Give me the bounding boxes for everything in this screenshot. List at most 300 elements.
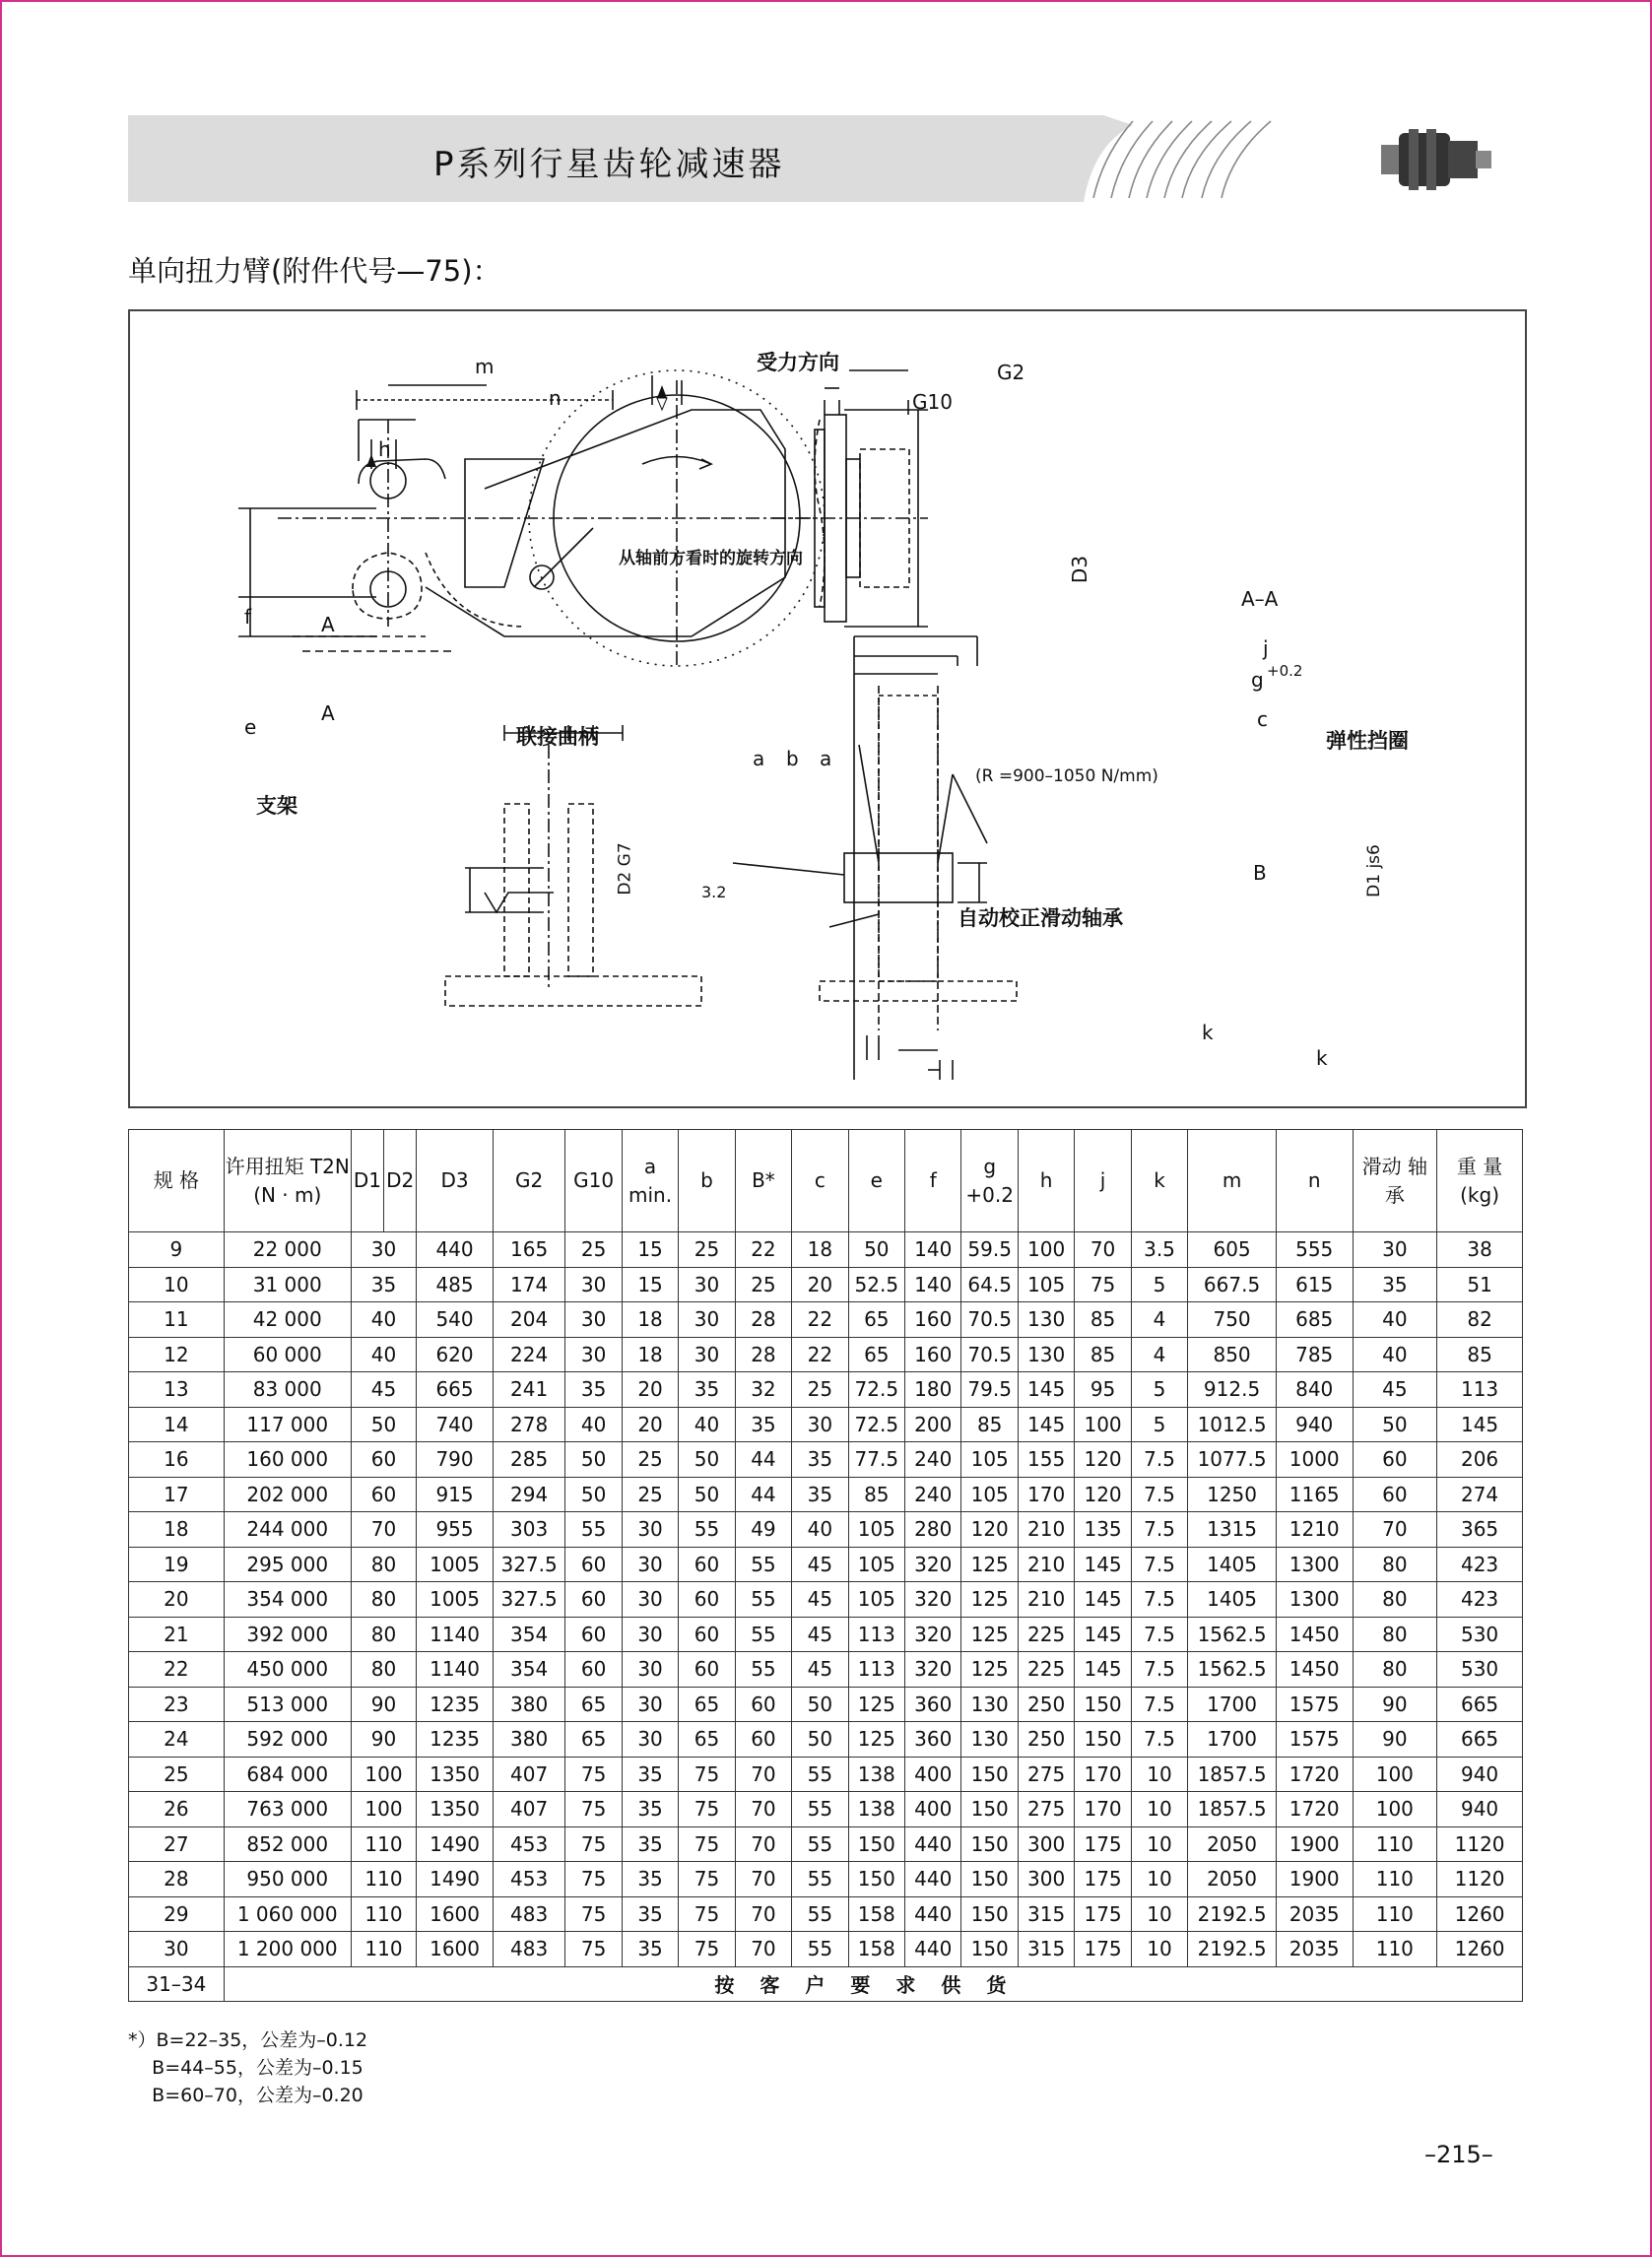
table-cell: 25 (679, 1232, 735, 1268)
table-cell: 200 (905, 1407, 961, 1442)
table-cell: 55 (792, 1826, 848, 1862)
table-cell: 320 (905, 1617, 961, 1652)
table-cell: 1405 (1188, 1582, 1277, 1618)
table-cell: 1120 (1437, 1862, 1523, 1897)
table-row (129, 1617, 1523, 1652)
table-cell: 1490 (417, 1826, 494, 1862)
table-cell: 75 (565, 1932, 622, 1967)
dim-a-right: a (820, 747, 832, 770)
table-cell: 18 (622, 1302, 678, 1338)
table-cell: 2192.5 (1188, 1932, 1277, 1967)
table-cell: 40 (565, 1407, 622, 1442)
table-cell: 110 (1353, 1826, 1437, 1862)
table-row-last (129, 1966, 1523, 2002)
table-cell: 1235 (417, 1722, 494, 1758)
col-header: D2 (384, 1130, 417, 1232)
table-cell: 75 (565, 1862, 622, 1897)
table-cell: 158 (848, 1932, 904, 1967)
table-cell: 60 (351, 1477, 417, 1512)
table-cell: 30 (679, 1267, 735, 1302)
table-cell: 483 (493, 1896, 565, 1932)
table-cell: 483 (493, 1932, 565, 1967)
table-cell: 40 (1353, 1302, 1437, 1338)
col-header: j (1075, 1130, 1131, 1232)
table-cell: 360 (905, 1687, 961, 1722)
table-cell: 170 (1018, 1477, 1074, 1512)
table-cell: 620 (417, 1337, 494, 1372)
table-cell: 274 (1437, 1477, 1523, 1512)
table-cell: 22 000 (224, 1232, 351, 1268)
table-cell: 60 (735, 1687, 791, 1722)
table-cell: 530 (1437, 1652, 1523, 1688)
table-cell: 240 (905, 1442, 961, 1478)
table-row (129, 1407, 1523, 1442)
table-cell: 12 (129, 1337, 225, 1372)
table-cell: 60 (679, 1547, 735, 1582)
table-cell: 2050 (1188, 1862, 1277, 1897)
table-cell: 140 (905, 1267, 961, 1302)
table-cell: 175 (1075, 1826, 1131, 1862)
table-cell: 22 (792, 1337, 848, 1372)
table-cell: 1490 (417, 1862, 494, 1897)
table-cell: 440 (905, 1862, 961, 1897)
table-cell-note: 按客户要求供货 (224, 1966, 1522, 2002)
table-cell: 60 (679, 1582, 735, 1618)
table-cell: 40 (351, 1337, 417, 1372)
table-cell: 100 (351, 1757, 417, 1792)
table-cell: 75 (565, 1826, 622, 1862)
table-cell: 65 (565, 1722, 622, 1758)
table-cell: 9 (129, 1232, 225, 1268)
table-cell: 65 (679, 1722, 735, 1758)
table-cell: 45 (792, 1652, 848, 1688)
table-cell: 110 (1353, 1896, 1437, 1932)
table-cell: 7.5 (1131, 1652, 1187, 1688)
table-cell: 29 (129, 1896, 225, 1932)
table-cell: 50 (792, 1722, 848, 1758)
table-cell: 105 (1018, 1267, 1074, 1302)
table-cell: 65 (848, 1337, 904, 1372)
page-number: –215– (1424, 2141, 1493, 2168)
table-cell: 125 (961, 1617, 1018, 1652)
table-cell: 145 (1075, 1547, 1131, 1582)
table-cell: 912.5 (1188, 1372, 1277, 1408)
table-cell: 150 (848, 1862, 904, 1897)
table-cell: 145 (1075, 1582, 1131, 1618)
table-cell: 50 (848, 1232, 904, 1268)
table-cell: 160 000 (224, 1442, 351, 1478)
table-cell: 80 (351, 1617, 417, 1652)
table-cell: 20 (622, 1407, 678, 1442)
table-cell: 18 (129, 1512, 225, 1548)
table-cell: 80 (351, 1652, 417, 1688)
table-cell: 75 (1075, 1267, 1131, 1302)
table-cell: 1260 (1437, 1932, 1523, 1967)
table-cell: 64.5 (961, 1267, 1018, 1302)
table-cell: 35 (351, 1267, 417, 1302)
table-cell: 70 (735, 1862, 791, 1897)
table-cell: 4 (1131, 1337, 1187, 1372)
col-header: D1 (351, 1130, 383, 1232)
table-cell: 42 000 (224, 1302, 351, 1338)
table-cell: 30 (622, 1617, 678, 1652)
table-cell: 100 (1353, 1792, 1437, 1827)
table-cell: 125 (961, 1547, 1018, 1582)
table-cell: 440 (905, 1896, 961, 1932)
table-cell: 315 (1018, 1932, 1074, 1967)
col-header: n (1276, 1130, 1353, 1232)
table-cell: 60 (1353, 1477, 1437, 1512)
table-cell: 22 (129, 1652, 225, 1688)
table-cell: 35 (565, 1372, 622, 1408)
table-cell: 90 (351, 1687, 417, 1722)
table-cell: 80 (1353, 1652, 1437, 1688)
table-cell: 150 (961, 1826, 1018, 1862)
table-cell: 1165 (1276, 1477, 1353, 1512)
table-cell: 1575 (1276, 1722, 1353, 1758)
table-row (129, 1372, 1523, 1408)
table-cell: 1600 (417, 1932, 494, 1967)
table-row (129, 1757, 1523, 1792)
table-header-row (129, 1130, 1523, 1232)
table-cell: 80 (1353, 1547, 1437, 1582)
table-cell: 85 (848, 1477, 904, 1512)
table-cell: 50 (679, 1442, 735, 1478)
table-row (129, 1582, 1523, 1618)
table-cell: 72.5 (848, 1407, 904, 1442)
table-cell: 113 (1437, 1372, 1523, 1408)
table-cell: 45 (792, 1547, 848, 1582)
table-cell: 1562.5 (1188, 1652, 1277, 1688)
table-cell: 915 (417, 1477, 494, 1512)
table-cell: 450 000 (224, 1652, 351, 1688)
table-cell: 320 (905, 1652, 961, 1688)
table-cell: 10 (1131, 1757, 1187, 1792)
table-cell: 940 (1437, 1792, 1523, 1827)
table-cell: 1405 (1188, 1547, 1277, 1582)
table-cell: 1600 (417, 1896, 494, 1932)
table-cell: 27 (129, 1826, 225, 1862)
table-cell: 70 (735, 1826, 791, 1862)
table-cell: 5 (1131, 1407, 1187, 1442)
table-cell: 940 (1276, 1407, 1353, 1442)
table-cell: 150 (961, 1757, 1018, 1792)
table-cell: 82 (1437, 1302, 1523, 1338)
dim-j: j (1263, 636, 1269, 660)
table-cell: 365 (1437, 1512, 1523, 1548)
table-cell: 120 (1075, 1442, 1131, 1478)
col-header: G2 (493, 1130, 565, 1232)
table-cell: 50 (679, 1477, 735, 1512)
dim-k-right: k (1316, 1046, 1328, 1070)
table-cell: 135 (1075, 1512, 1131, 1548)
table-cell: 20 (129, 1582, 225, 1618)
gearbox-illustration (1064, 115, 1527, 202)
table-cell: 83 000 (224, 1372, 351, 1408)
table-cell: 294 (493, 1477, 565, 1512)
table-row (129, 1652, 1523, 1688)
table-cell: 250 (1018, 1722, 1074, 1758)
table-cell: 354 (493, 1617, 565, 1652)
dim-g-tolerance: +0.2 (1267, 662, 1303, 680)
table-cell: 1012.5 (1188, 1407, 1277, 1442)
table-cell: 540 (417, 1302, 494, 1338)
col-header: h (1018, 1130, 1074, 1232)
table-cell: 605 (1188, 1232, 1277, 1268)
table-cell: 75 (679, 1862, 735, 1897)
table-cell: 59.5 (961, 1232, 1018, 1268)
table-cell: 113 (848, 1652, 904, 1688)
header-title: P系列行星齿轮减速器 (433, 145, 785, 184)
table-cell: 31–34 (129, 1966, 225, 2002)
table-cell: 125 (848, 1722, 904, 1758)
dim-section-a-upper: A (321, 613, 335, 636)
table-cell: 440 (905, 1932, 961, 1967)
table-cell: 60 (565, 1617, 622, 1652)
table-cell: 40 (1353, 1337, 1437, 1372)
table-cell: 20 (792, 1267, 848, 1302)
table-cell: 244 000 (224, 1512, 351, 1548)
table-cell: 55 (735, 1547, 791, 1582)
table-cell: 72.5 (848, 1372, 904, 1408)
table-cell: 1250 (1188, 1477, 1277, 1512)
table-row (129, 1267, 1523, 1302)
dim-b-bearing: B (1253, 861, 1267, 885)
table-cell: 30 (565, 1337, 622, 1372)
table-cell: 25 (129, 1757, 225, 1792)
table-cell: 423 (1437, 1582, 1523, 1618)
table-cell: 117 000 (224, 1407, 351, 1442)
col-header: a min. (622, 1130, 678, 1232)
table-cell: 667.5 (1188, 1267, 1277, 1302)
table-cell: 40 (679, 1407, 735, 1442)
table-cell: 55 (792, 1862, 848, 1897)
table-cell: 145 (1075, 1617, 1131, 1652)
table-cell: 145 (1075, 1652, 1131, 1688)
table-cell: 45 (792, 1617, 848, 1652)
table-cell: 31 000 (224, 1267, 351, 1302)
table-cell: 35 (622, 1792, 678, 1827)
table-cell: 180 (905, 1372, 961, 1408)
table-row (129, 1826, 1523, 1862)
table-cell: 5 (1131, 1267, 1187, 1302)
table-cell: 1720 (1276, 1757, 1353, 1792)
footnote-line: B=44–55，公差为–0.15 (128, 2057, 363, 2079)
table-cell: 85 (961, 1407, 1018, 1442)
table-cell: 51 (1437, 1267, 1523, 1302)
table-cell: 55 (735, 1617, 791, 1652)
table-cell: 150 (1075, 1722, 1131, 1758)
table-cell: 130 (1018, 1337, 1074, 1372)
table-row (129, 1932, 1523, 1967)
table-cell: 250 (1018, 1687, 1074, 1722)
table-cell: 7.5 (1131, 1582, 1187, 1618)
label-crank: 联接曲柄 (516, 724, 599, 749)
table-cell: 170 (1075, 1792, 1131, 1827)
table-row (129, 1232, 1523, 1268)
table-cell: 49 (735, 1512, 791, 1548)
table-cell: 14 (129, 1407, 225, 1442)
table-cell: 1120 (1437, 1826, 1523, 1862)
table-cell: 130 (961, 1687, 1018, 1722)
table-cell: 10 (1131, 1826, 1187, 1862)
table-cell: 1315 (1188, 1512, 1277, 1548)
table-cell: 1 200 000 (224, 1932, 351, 1967)
table-cell: 55 (679, 1512, 735, 1548)
table-row (129, 1687, 1523, 1722)
dim-b: b (786, 747, 799, 770)
table-cell: 1350 (417, 1757, 494, 1792)
table-cell: 1450 (1276, 1652, 1353, 1688)
table-cell: 55 (735, 1582, 791, 1618)
table-cell: 150 (1075, 1687, 1131, 1722)
table-cell: 95 (1075, 1372, 1131, 1408)
table-cell: 70 (1075, 1232, 1131, 1268)
table-cell: 70 (735, 1792, 791, 1827)
table-cell: 210 (1018, 1582, 1074, 1618)
table-cell: 400 (905, 1792, 961, 1827)
table-cell: 35 (622, 1862, 678, 1897)
table-cell: 60 (1353, 1442, 1437, 1478)
table-cell: 160 (905, 1337, 961, 1372)
table-cell: 32 (735, 1372, 791, 1408)
table-cell: 19 (129, 1547, 225, 1582)
label-rotation-direction: 从轴前方看时的旋转方向 (619, 549, 803, 568)
footnote-line: B=60–70，公差为–0.20 (128, 2085, 363, 2106)
table-cell: 30 (622, 1582, 678, 1618)
table-cell: 224 (493, 1337, 565, 1372)
table-cell: 750 (1188, 1302, 1277, 1338)
table-cell: 100 (351, 1792, 417, 1827)
table-cell: 75 (565, 1896, 622, 1932)
table-row (129, 1302, 1523, 1338)
table-cell: 225 (1018, 1652, 1074, 1688)
table-cell: 50 (565, 1477, 622, 1512)
table-cell: 1300 (1276, 1582, 1353, 1618)
table-cell: 40 (351, 1302, 417, 1338)
table-cell: 70 (351, 1512, 417, 1548)
table-cell: 295 000 (224, 1547, 351, 1582)
table-cell: 485 (417, 1267, 494, 1302)
table-cell: 80 (351, 1582, 417, 1618)
table-cell: 685 (1276, 1302, 1353, 1338)
col-header: m (1188, 1130, 1277, 1232)
table-cell: 940 (1437, 1757, 1523, 1792)
table-cell: 1140 (417, 1652, 494, 1688)
table-cell: 150 (961, 1862, 1018, 1897)
table-cell: 278 (493, 1407, 565, 1442)
table-cell: 850 (1188, 1337, 1277, 1372)
table-cell: 38 (1437, 1232, 1523, 1268)
dim-e: e (244, 715, 257, 739)
table-cell: 85 (1437, 1337, 1523, 1372)
table-cell: 175 (1075, 1862, 1131, 1897)
table-row (129, 1862, 1523, 1897)
table-cell: 110 (351, 1932, 417, 1967)
table-cell: 10 (129, 1267, 225, 1302)
col-header: e (848, 1130, 904, 1232)
table-cell: 75 (679, 1896, 735, 1932)
table-cell: 300 (1018, 1862, 1074, 1897)
table-cell: 955 (417, 1512, 494, 1548)
dim-k-left: k (1202, 1021, 1214, 1044)
table-cell: 140 (905, 1232, 961, 1268)
table-cell: 440 (905, 1826, 961, 1862)
table-cell: 105 (848, 1582, 904, 1618)
table-cell: 202 000 (224, 1477, 351, 1512)
table-cell: 105 (961, 1477, 1018, 1512)
col-header: 滑动 轴承 (1353, 1130, 1437, 1232)
technical-drawing (128, 309, 1527, 1108)
table-cell: 327.5 (493, 1547, 565, 1582)
table-cell: 30 (622, 1547, 678, 1582)
table-cell: 30 (351, 1232, 417, 1268)
table-cell: 55 (735, 1652, 791, 1688)
table-cell: 52.5 (848, 1267, 904, 1302)
table-cell: 440 (417, 1232, 494, 1268)
table-cell: 105 (961, 1442, 1018, 1478)
table-cell: 360 (905, 1722, 961, 1758)
table-row (129, 1792, 1523, 1827)
label-stiffness: (R =900–1050 N/mm) (975, 766, 1158, 786)
table-cell: 1700 (1188, 1722, 1277, 1758)
table-cell: 1000 (1276, 1442, 1353, 1478)
drawing-lines (130, 311, 1525, 1106)
table-cell: 45 (1353, 1372, 1437, 1408)
table-cell: 22 (792, 1302, 848, 1338)
table-cell: 1005 (417, 1547, 494, 1582)
table-cell: 110 (351, 1896, 417, 1932)
table-row (129, 1722, 1523, 1758)
dim-g2: G2 (997, 361, 1025, 384)
table-cell: 80 (351, 1547, 417, 1582)
table-cell: 110 (1353, 1932, 1437, 1967)
table-cell: 60 (679, 1652, 735, 1688)
table-cell: 65 (679, 1687, 735, 1722)
table-cell: 35 (1353, 1267, 1437, 1302)
table-cell: 174 (493, 1267, 565, 1302)
table-cell: 7.5 (1131, 1722, 1187, 1758)
table-cell: 44 (735, 1477, 791, 1512)
table-cell: 555 (1276, 1232, 1353, 1268)
table-cell: 120 (961, 1512, 1018, 1548)
table-cell: 327.5 (493, 1582, 565, 1618)
table-cell: 60 (679, 1617, 735, 1652)
col-header: D3 (417, 1130, 494, 1232)
col-header: g +0.2 (961, 1130, 1018, 1232)
table-cell: 7.5 (1131, 1547, 1187, 1582)
table-cell: 150 (961, 1896, 1018, 1932)
dim-c: c (1257, 707, 1268, 731)
table-cell: 1077.5 (1188, 1442, 1277, 1478)
table-cell: 145 (1018, 1407, 1074, 1442)
table-cell: 75 (679, 1826, 735, 1862)
section-a-a-title: A–A (1241, 587, 1279, 611)
label-support: 支架 (256, 793, 297, 818)
table-cell: 275 (1018, 1757, 1074, 1792)
table-cell: 2192.5 (1188, 1896, 1277, 1932)
table-cell: 80 (1353, 1582, 1437, 1618)
col-header: 规 格 (129, 1130, 225, 1232)
table-cell: 75 (565, 1792, 622, 1827)
table-cell: 30 (792, 1407, 848, 1442)
table-cell: 665 (417, 1372, 494, 1408)
table-cell: 70 (735, 1932, 791, 1967)
table-cell: 240 (905, 1477, 961, 1512)
table-cell: 170 (1075, 1757, 1131, 1792)
table-cell: 1140 (417, 1617, 494, 1652)
table-cell: 1 060 000 (224, 1896, 351, 1932)
